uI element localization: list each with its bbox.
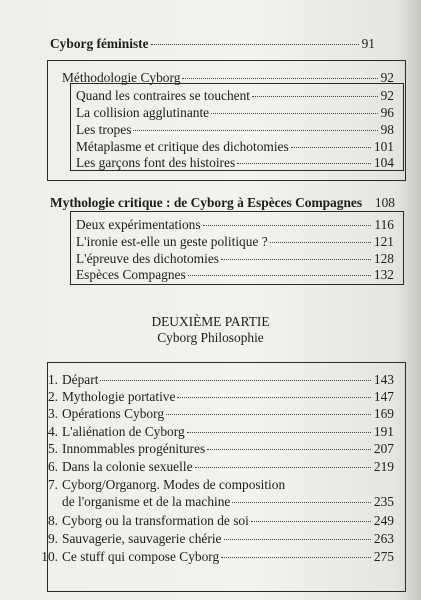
chapter-title: Sauvagerie, sauvagerie chérie [62, 531, 222, 546]
chapter-page: 219 [373, 459, 394, 474]
toc-entry-page: 128 [373, 251, 394, 266]
toc-chapter-8[interactable] [36, 513, 394, 529]
toc-entry-title: Méthodologie Cyborg [62, 70, 181, 85]
dot-leader [188, 275, 371, 276]
chapter-page: 143 [373, 372, 394, 387]
toc-entry-title: L'épreuve des dichotomies [76, 251, 219, 266]
chapter-title: Mythologie portative [62, 389, 176, 404]
chapter-number: 7. [47, 477, 58, 492]
dot-leader [237, 163, 371, 164]
toc-chapter-7-line-2[interactable] [62, 494, 394, 510]
toc-entry-page: 108 [374, 195, 395, 210]
toc-entry-page: 96 [380, 105, 394, 120]
chapter-number: 9. [47, 531, 58, 546]
toc-chapter-4[interactable] [36, 424, 394, 440]
dot-leader [224, 539, 371, 540]
chapter-page: 169 [373, 406, 394, 421]
toc-entry-title: Les tropes [76, 122, 132, 137]
chapter-number: 6. [47, 459, 58, 474]
toc-entry-title: Deux expérimentations [76, 217, 201, 232]
chapter-title: Cyborg ou la transformation de soi [62, 513, 249, 528]
part-title: Cyborg Philosophie [157, 330, 264, 345]
dot-leader [151, 44, 359, 45]
dot-leader [187, 432, 371, 433]
toc-entry-title: Les garçons font des histoires [76, 155, 236, 170]
dot-leader [182, 78, 377, 79]
toc-entry-epreuve[interactable] [76, 251, 394, 267]
chapter-number: 4. [47, 424, 58, 439]
toc-entry-tropes[interactable] [76, 122, 394, 138]
toc-chapter-2[interactable] [36, 389, 394, 405]
part-label: DEUXIÈME PARTIE [151, 314, 270, 329]
toc-chapter-7-line-1[interactable] [36, 477, 285, 493]
toc-entry-page: 91 [361, 36, 375, 51]
chapter-title: L'aliénation de Cyborg [62, 424, 185, 439]
dot-leader [177, 397, 370, 398]
chapter-page: 207 [373, 441, 394, 456]
dot-leader [252, 96, 378, 97]
toc-entry-cyborg-feministe[interactable] [50, 36, 375, 52]
dot-leader [221, 259, 371, 260]
chapter-number: 8. [47, 513, 58, 528]
dot-leader [270, 242, 371, 243]
dot-leader [232, 502, 371, 503]
toc-entry-quand-les-contraires[interactable] [76, 88, 394, 104]
chapter-page: 249 [373, 513, 394, 528]
toc-entry-page: 98 [380, 122, 394, 137]
toc-entry-page: 92 [380, 70, 394, 85]
toc-entry-title: L'ironie est-elle un geste politique ? [76, 234, 268, 249]
toc-chapter-1[interactable] [36, 372, 394, 388]
chapter-title: Opérations Cyborg [62, 406, 165, 421]
dot-leader [133, 130, 377, 131]
toc-chapter-6[interactable] [36, 459, 394, 475]
chapter-title-line-2: de l'organisme et de la machine [62, 494, 231, 509]
chapter-number: 1. [47, 372, 58, 387]
toc-entry-metaplasme[interactable] [76, 139, 394, 155]
toc-entry-especes-compagnes[interactable] [76, 267, 394, 283]
chapter-number: 5. [47, 441, 58, 456]
toc-entry-page: 104 [373, 155, 394, 170]
toc-chapter-3[interactable] [36, 406, 394, 422]
dot-leader [207, 449, 371, 450]
chapter-title: Départ [62, 372, 99, 387]
toc-entry-deux-experimentations[interactable] [76, 217, 394, 233]
toc-entry-title: Quand les contraires se touchent [76, 88, 251, 103]
toc-entry-page: 121 [373, 234, 394, 249]
chapter-page: 191 [373, 424, 394, 439]
chapter-page: 235 [373, 494, 394, 509]
dot-leader [203, 225, 372, 226]
toc-entry-title: La collision agglutinante [76, 105, 210, 120]
chapter-title: Ce stuff qui compose Cyborg [62, 549, 220, 564]
dot-leader [195, 467, 371, 468]
chapter-number: 2. [47, 389, 58, 404]
chapter-page: 147 [373, 389, 394, 404]
toc-entry-mythologie-critique[interactable] [50, 195, 395, 211]
toc-entry-title: Mythologie critique : de Cyborg à Espèces Compagnes [50, 195, 363, 210]
toc-entry-title: Cyborg féministe [50, 36, 149, 51]
toc-entry-page: 116 [374, 217, 394, 232]
toc-entry-ironie[interactable] [76, 234, 394, 250]
toc-entry-title: Espèces Compagnes [76, 267, 186, 282]
toc-chapter-9[interactable] [36, 531, 394, 547]
chapter-title: Innommables progénitures [62, 441, 206, 456]
toc-entry-page: 92 [380, 88, 394, 103]
toc-chapter-10[interactable] [36, 549, 394, 565]
chapter-title-line-1: Cyborg/Organorg. Modes de composition [62, 477, 286, 492]
dot-leader [211, 113, 377, 114]
toc-entry-collision[interactable] [76, 105, 394, 121]
chapter-title: Dans la colonie sexuelle [62, 459, 193, 474]
dot-leader [251, 521, 371, 522]
chapter-number: 3. [47, 406, 58, 421]
toc-entry-garcons[interactable] [76, 155, 394, 171]
chapter-page: 275 [373, 549, 394, 564]
toc-entry-title: Métaplasme et critique des dichotomies [76, 139, 289, 154]
chapter-page: 263 [373, 531, 394, 546]
toc-entry-page: 132 [373, 267, 394, 282]
toc-chapter-5[interactable] [36, 441, 394, 457]
dot-leader [291, 147, 371, 148]
dot-leader [100, 380, 370, 381]
toc-entry-page: 101 [373, 139, 394, 154]
dot-leader [166, 414, 371, 415]
chapter-number: 10. [41, 549, 58, 564]
dot-leader [221, 557, 371, 558]
